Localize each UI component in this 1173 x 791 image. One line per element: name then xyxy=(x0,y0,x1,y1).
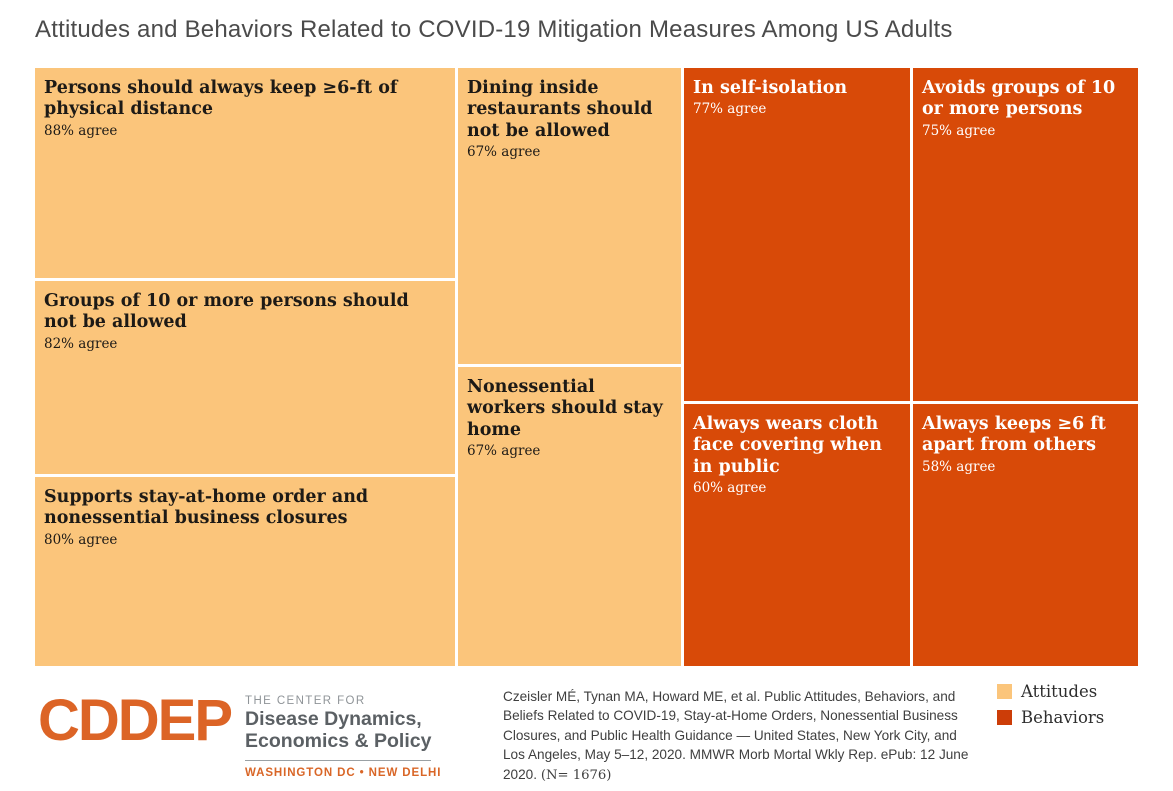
sample-size-note: (N= 1676) xyxy=(540,767,612,783)
cddep-logo xyxy=(38,690,441,779)
treemap-tile-groups-of-10-attitude[interactable] xyxy=(35,281,455,474)
legend-label: Attitudes xyxy=(1021,682,1098,701)
cddep-logo-acronym: CDDEP xyxy=(38,688,232,753)
tile-stat: 75% agree xyxy=(922,122,996,139)
tile-label: Avoids groups of 10 or more persons xyxy=(922,78,1116,120)
tile-stat: 67% agree xyxy=(467,144,541,161)
tile-stat: 82% agree xyxy=(44,335,118,352)
tile-stat: 60% agree xyxy=(693,480,767,497)
tile-label: Groups of 10 or more persons should not be allowed xyxy=(44,291,409,333)
treemap-tile-dining-inside-attitude[interactable] xyxy=(458,68,681,364)
legend xyxy=(997,682,1104,734)
attitudes-swatch xyxy=(997,684,1012,699)
legend-item-behaviors[interactable] xyxy=(997,708,1104,727)
treemap-tile-face-covering-behavior[interactable] xyxy=(684,404,910,666)
treemap-tile-nonessential-workers-attitude[interactable] xyxy=(458,367,681,666)
citation xyxy=(503,687,973,786)
treemap-tile-avoids-groups-behavior[interactable] xyxy=(913,68,1138,401)
logo-org-line1: Disease Dynamics, xyxy=(245,708,422,730)
behaviors-swatch xyxy=(997,710,1012,725)
chart-title: Attitudes and Behaviors Related to COVID-19 Mitigation Measures Among US Adults xyxy=(35,16,953,43)
treemap-tile-physical-distance-attitude[interactable] xyxy=(35,68,455,278)
treemap-tile-self-isolation-behavior[interactable] xyxy=(684,68,910,401)
tile-label: Dining inside restaurants should not be allowed xyxy=(467,78,653,141)
tile-stat: 67% agree xyxy=(467,443,541,460)
tile-label: In self-isolation xyxy=(693,78,848,98)
tile-label: Supports stay-at-home order and nonessential business closures xyxy=(44,487,369,529)
tile-stat: 77% agree xyxy=(693,101,767,118)
tile-stat: 88% agree xyxy=(44,122,118,139)
cddep-logo-text xyxy=(245,690,441,779)
logo-divider xyxy=(245,760,431,761)
treemap-tile-keeps-6ft-behavior[interactable] xyxy=(913,404,1138,666)
tile-stat: 58% agree xyxy=(922,458,996,475)
tile-stat: 80% agree xyxy=(44,531,118,548)
tile-label: Nonessential workers should stay home xyxy=(467,377,663,440)
treemap xyxy=(35,68,1138,666)
logo-locations: WASHINGTON DC • NEW DELHI xyxy=(245,766,442,779)
logo-org-line2: Economics & Policy xyxy=(245,729,432,752)
legend-label: Behaviors xyxy=(1021,708,1105,727)
legend-item-attitudes[interactable] xyxy=(997,682,1104,701)
tile-label: Persons should always keep ≥6-ft of physical distance xyxy=(44,78,398,120)
tile-label: Always keeps ≥6 ft apart from others xyxy=(922,414,1106,456)
logo-tagline: THE CENTER FOR xyxy=(245,695,366,707)
treemap-tile-stay-at-home-attitude[interactable] xyxy=(35,477,455,666)
citation-text: Czeisler MÉ, Tynan MA, Howard ME, et al. Public Attitudes, Behaviors, and Beliefs Related to COVID-19, Stay-at-Home Orders, Nonessential Business Closures, and Public Health Guidance — United States, New York City, and Los Angeles, May 5–12, 2020. MMWR Morb Mortal Wkly Rep. ePub: 12 June 2020. xyxy=(503,689,969,782)
tile-label: Always wears cloth face covering when in public xyxy=(693,414,882,477)
